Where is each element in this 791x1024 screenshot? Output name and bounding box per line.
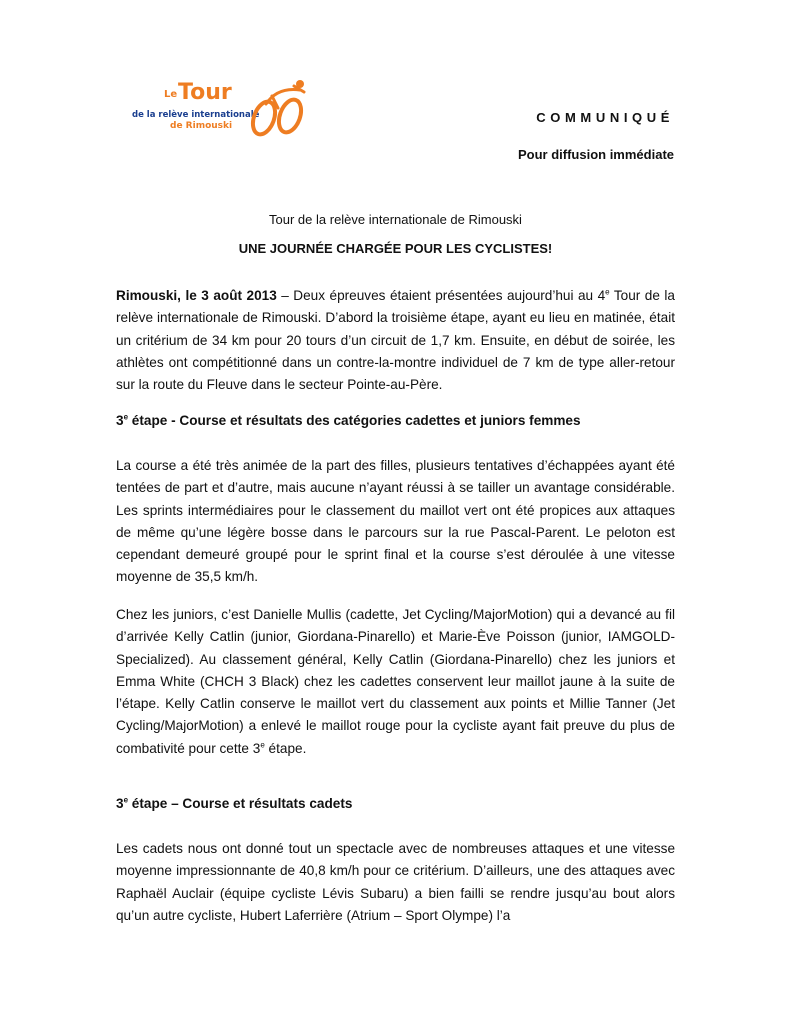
bicycle-icon [246,78,318,142]
intro-text-a: – Deux épreuves étaient présentées aujourd’hui au 4 [276,288,606,303]
section1-heading [116,413,675,428]
event-subtitle: Tour de la relève internationale de Rimouski [269,212,522,227]
communique-label: COMMUNIQUÉ [536,110,674,125]
intro-paragraph [116,285,675,396]
headline: UNE JOURNÉE CHARGÉE POUR LES CYCLISTES! [238,241,553,256]
dateline: Rimouski, le 3 août 2013 [116,288,277,303]
tour-logo [118,78,326,142]
section2-paragraph-1: Les cadets nous ont donné tout un spectacle avec de nombreuses attaques et une vitesse moyenne impressionnante de 40,8 km/h pour ce critérium. D’ailleurs, une des attaques avec Raphaël Auclair (équipe cycliste Lévis Subaru) a bien failli se rendre jusqu’au bout alors qu’un autre cycliste, Hubert Laferrière (Atrium – Sport Olympe) l’a [116,841,675,923]
section1-paragraph-1: La course a été très animée de la part des filles, plusieurs tentatives d’échappées ayant été tentées de part et d’autre, mais aucune n’ayant réussi à se tailler un avantage considérable. Les sprints intermédiaires pour le classement du maillot vert ont été propices aux attaques de même qu’une légère bosse dans le parcours sur la rue Pascal-Parent. Le peloton est cependant demeuré groupé pour le sprint final et la course s’est déroulée à une vitesse moyenne de 35,5 km/h. [116,458,675,585]
section1-num: 3 [116,413,124,428]
section2-num: 3 [116,796,124,811]
logo-line2: de la relève internationale [132,110,260,120]
logo-le: Le [164,89,178,100]
logo-line3: de Rimouski [170,121,233,131]
diffusion-label: Pour diffusion immédiate [517,147,674,162]
section1-p2-text-b: étape. [264,740,307,756]
section1-p2-sup: e [260,740,265,750]
section1-p2-text-a: Chez les juniors, c’est Danielle Mullis (cadette, Jet Cycling/MajorMotion) qui a devancé au fil d’arrivée Kelly Catlin (junior, Giordana-Pinarello) et Marie-Ève Poisson (junior, IAMGOLD-Specialized). Au classement général, Kelly Catlin (Giordana-Pinarello) chez les juniors et Emma White (CHCH 3 Black) chez les cadettes conservent leur maillot jaune à la suite de l’étape. Kelly Catlin conserve le maillot vert du classement aux points et Millie Tanner (Jet Cycling/MajorMotion) a enlevé le maillot rouge pour la cycliste ayant fait preuve du plus de combativité pour cette 3 [116,607,675,756]
section1-sup: e [123,412,129,422]
logo-wordmark [118,78,260,142]
intro-text-b: Tour de la relève internationale de Rimouski. D’abord la troisième étape, ayant eu lieu en matinée, était un critérium de 34 km pour 20 tours d’un circuit de 1,7 km. Ensuite, en début de soirée, les athlètes ont compétitionné dans un contre-la-montre individuel de 7 km de type aller-retour sur la route du Fleuve dans le secteur Pointe-au-Père. [116,288,675,393]
section2-heading [116,796,675,811]
section1-paragraph-2 [116,604,675,760]
section2-sup: e [123,795,129,805]
intro-sup: e [605,287,610,297]
section1-title: étape - Course et résultats des catégories cadettes et juniors femmes [128,413,581,428]
section2-title: étape – Course et résultats cadets [128,796,353,811]
logo-tour: Tour [178,80,232,105]
